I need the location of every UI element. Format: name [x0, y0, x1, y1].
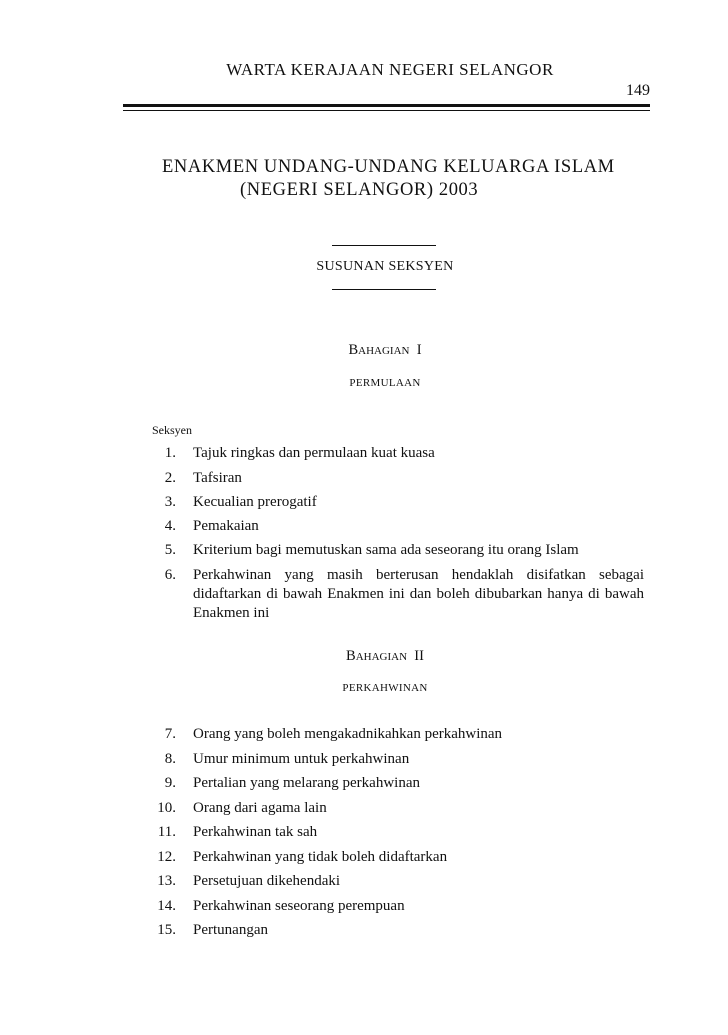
header-rule-thick: [123, 104, 650, 107]
section-title: Pertalian yang melarang perkahwinan: [193, 775, 420, 791]
section-number: 14.: [157, 898, 176, 914]
section-number: 12.: [157, 849, 176, 865]
section-title: Perkahwinan yang masih berterusan hendaklah disifatkan sebagai didaftarkan di bawah Enakmen ini dan boleh dibubarkan hanya di bawah Enakmen ini: [193, 567, 644, 621]
section-number: 10.: [157, 800, 176, 816]
section-number: 1.: [164, 445, 176, 461]
section-title: Persetujuan dikehendaki: [193, 873, 341, 889]
section-title: Perkahwinan tak sah: [193, 824, 318, 840]
section-title: Kecualian prerogatif: [193, 494, 317, 510]
section-number: 11.: [157, 824, 176, 840]
part-numeral: I: [416, 342, 422, 358]
section-number: 2.: [164, 470, 176, 486]
header-rule-thin: [123, 110, 650, 111]
part-label-initial: B: [346, 648, 356, 664]
section-title: Pertunangan: [193, 922, 268, 938]
arrangement-rule-top: [332, 245, 436, 246]
part-heading: [0, 342, 728, 359]
section-title: Pemakaian: [193, 518, 259, 534]
section-number: 7.: [164, 726, 176, 742]
section-title: Kriterium bagi memutuskan sama ada seseorang itu orang Islam: [193, 542, 579, 558]
page-number: 149: [626, 82, 650, 99]
part-subtitle: PERKAHWINAN: [342, 682, 428, 694]
part-label-rest: AHAGIAN: [358, 345, 410, 357]
section-number: 13.: [157, 873, 176, 889]
arrangement-rule-bottom: [332, 289, 436, 290]
section-title: Umur minimum untuk perkahwinan: [193, 751, 410, 767]
section-title: Perkahwinan yang tidak boleh didaftarkan: [193, 849, 448, 865]
section-number: 9.: [164, 775, 176, 791]
section-number: 3.: [164, 494, 176, 510]
section-number: 8.: [164, 751, 176, 767]
section-number: 6.: [164, 567, 176, 583]
part-label-rest: AHAGIAN: [355, 651, 408, 663]
section-title: Orang yang boleh mengakadnikahkan perkahwinan: [193, 726, 503, 742]
section-title: Perkahwinan seseorang perempuan: [193, 898, 405, 914]
section-title: Tafsiran: [193, 470, 242, 486]
act-title: [162, 156, 615, 202]
part-heading: [0, 648, 728, 665]
section-column-label: Seksyen: [152, 423, 192, 437]
section-number: 4.: [164, 518, 176, 534]
part-subtitle: PERMULAAN: [349, 377, 421, 389]
section-number: 15.: [157, 922, 176, 938]
part-numeral: II: [414, 648, 424, 664]
section-number: 5.: [164, 542, 176, 558]
arrangement-heading: SUSUNAN SEKSYEN: [316, 259, 454, 274]
act-title-line1: ENAKMEN UNDANG-UNDANG KELUARGA ISLAM: [162, 157, 615, 177]
gazette-header-title: WARTA KERAJAAN NEGERI SELANGOR: [226, 60, 554, 79]
part-label-initial: B: [348, 342, 359, 358]
act-title-line2: (NEGERI SELANGOR) 2003: [240, 180, 479, 200]
section-title: Tajuk ringkas dan permulaan kuat kuasa: [193, 445, 435, 461]
section-title: Orang dari agama lain: [193, 800, 327, 816]
